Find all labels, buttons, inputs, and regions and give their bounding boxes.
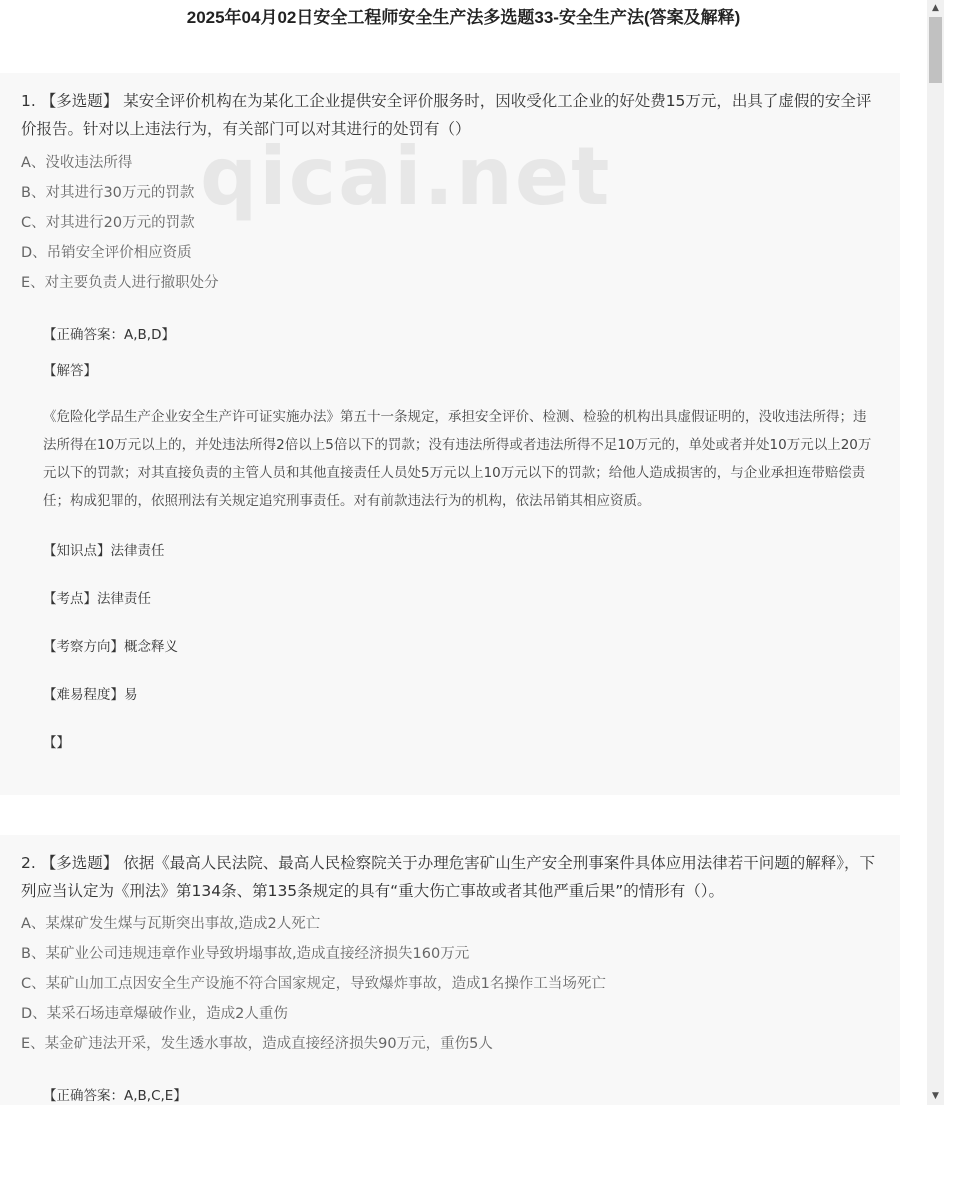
option-e[interactable]: E、对主要负责人进行撤职处分	[21, 275, 219, 291]
difficulty-level: 【难易程度】易	[43, 687, 138, 703]
question-stem	[21, 87, 886, 143]
question-type-tag: 【多选题】	[40, 854, 119, 872]
extra-note: 【】	[43, 735, 70, 751]
scroll-up-arrow-icon[interactable]: ▲	[932, 3, 939, 13]
exam-direction: 【考察方向】概念释义	[43, 639, 178, 655]
option-e[interactable]: E、某金矿违法开采，发生透水事故，造成直接经济损失90万元，重伤5人	[21, 1036, 493, 1052]
correct-answer: 【正确答案：A,B,D】	[43, 327, 175, 343]
scrollbar-thumb[interactable]	[929, 17, 942, 83]
question-card	[0, 835, 900, 1105]
explanation-text: 《危险化学品生产企业安全生产许可证实施办法》第五十一条规定，承担安全评价、检测、检验的机构出具虚假证明的，没收违法所得；违法所得在10万元以上的，并处违法所得2倍以上5倍以下的罚款；没有违法所得或者违法所得不足10万元的，单处或者并处10万元以上20万元以下的罚款；对其直接负责的主管人员和其他直接责任人员处5万元以上10万元以下的罚款；给他人造成损害的，与企业承担连带赔偿责任；构成犯罪的，依照刑法有关规定追究刑事责任。对有前款违法行为的机构，依法吊销其相应资质。	[43, 409, 872, 509]
scroll-down-arrow-icon[interactable]: ▼	[932, 1091, 939, 1101]
question-text: 依据《最高人民法院、最高人民检察院关于办理危害矿山生产安全刑事案件具体应用法律若干问题的解释》，下列应当认定为《刑法》第134条、第135条规定的具有“重大伤亡事故或者其他严重后果”的情形有（）。	[21, 854, 875, 900]
options-list	[21, 148, 881, 298]
option-c[interactable]: C、某矿山加工点因安全生产设施不符合国家规定，导致爆炸事故，造成1名操作工当场死亡	[21, 976, 606, 992]
correct-answer: 【正确答案：A,B,C,E】	[43, 1088, 187, 1104]
page-title: 2025年04月02日安全工程师安全生产法多选题33-安全生产法(答案及解释)	[186, 8, 741, 27]
answer-block	[43, 323, 878, 763]
option-a[interactable]: A、没收违法所得	[21, 155, 133, 171]
option-d[interactable]: D、吊销安全评价相应资质	[21, 245, 192, 261]
watermark: qicai.net	[200, 130, 612, 223]
question-number: 2.	[21, 854, 36, 872]
option-a[interactable]: A、某煤矿发生煤与瓦斯突出事故,造成2人死亡	[21, 916, 321, 932]
knowledge-point: 【知识点】法律责任	[43, 543, 165, 559]
answer-block	[43, 1084, 878, 1105]
vertical-scrollbar[interactable]	[927, 0, 944, 1105]
option-b[interactable]: B、某矿业公司违规违章作业导致坍塌事故,造成直接经济损失160万元	[21, 946, 470, 962]
option-b[interactable]: B、对其进行30万元的罚款	[21, 185, 195, 201]
option-c[interactable]: C、对其进行20万元的罚款	[21, 215, 195, 231]
option-d[interactable]: D、某采石场违章爆破作业，造成2人重伤	[21, 1006, 288, 1022]
explanation-label: 【解答】	[43, 363, 97, 379]
question-type-tag: 【多选题】	[40, 92, 119, 110]
question-text: 某安全评价机构在为某化工企业提供安全评价服务时，因收受化工企业的好处费15万元，出具了虚假的安全评价报告。针对以上违法行为，有关部门可以对其进行的处罚有（）	[21, 92, 872, 138]
question-number: 1.	[21, 92, 36, 110]
exam-point: 【考点】法律责任	[43, 591, 151, 607]
question-card	[0, 73, 900, 795]
question-stem	[21, 849, 886, 905]
options-list	[21, 909, 881, 1059]
